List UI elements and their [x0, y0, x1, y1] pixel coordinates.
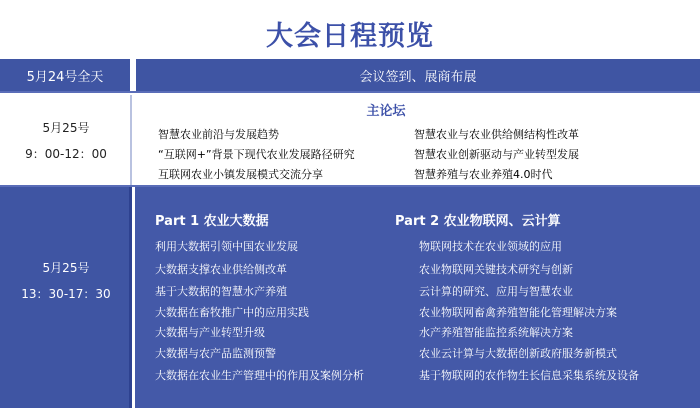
part1-item: 利用大数据引领中国农业发展	[155, 240, 298, 253]
forum-item: 互联网农业小镇发展模式交流分享	[158, 168, 323, 181]
row2-time-cell	[0, 95, 132, 187]
part1-item: 基于大数据的智慧水产养殖	[155, 285, 287, 298]
part1-heading: Part 1 农业大数据	[155, 214, 269, 229]
row3-date: 5月25号	[42, 261, 90, 275]
page-title: 大会日程预览	[266, 21, 434, 52]
forum-item: 智慧农业创新驱动与产业转型发展	[414, 148, 579, 161]
forum-item: “互联网+”背景下现代农业发展路径研究	[158, 148, 355, 161]
part2-item: 基于物联网的农作物生长信息采集系统及设备	[419, 369, 639, 382]
part1-item: 大数据与产业转型升级	[155, 326, 265, 339]
part1-item: 大数据在畜牧推广中的应用实践	[155, 306, 309, 319]
part1-item: 大数据在农业生产管理中的作用及案例分析	[155, 369, 364, 382]
part2-item: 农业物联网畜禽养殖智能化管理解决方案	[419, 306, 617, 319]
part1-item: 大数据与农产品监测预警	[155, 347, 276, 360]
part2-item: 农业云计算与大数据创新政府服务新模式	[419, 347, 617, 360]
part2-item: 物联网技术在农业领域的应用	[419, 240, 562, 253]
forum-item: 智慧农业前沿与发展趋势	[158, 128, 279, 141]
part2-item: 水产养殖智能监控系统解决方案	[419, 326, 573, 339]
main-forum-heading: 主论坛	[366, 104, 406, 119]
part2-item: 云计算的研究、应用与智慧农业	[419, 285, 573, 298]
row1-date: 5月24号全天	[0, 59, 130, 91]
row2-time: 9：00-12：00	[25, 147, 107, 161]
row3-time-cell	[0, 187, 132, 408]
row3-time: 13：30-17：30	[21, 287, 111, 301]
part2-heading: Part 2 农业物联网、云计算	[395, 214, 561, 229]
row2-date: 5月25号	[42, 121, 90, 135]
part1-item: 大数据支撑农业供给侧改革	[155, 263, 287, 276]
forum-item: 智慧农业与农业供给侧结构性改革	[414, 128, 579, 141]
part2-item: 农业物联网关键技术研究与创新	[419, 263, 573, 276]
divider	[0, 91, 700, 93]
row1-content: 会议签到、展商布展	[136, 59, 700, 91]
forum-item: 智慧养殖与农业养殖4.0时代	[414, 168, 553, 181]
